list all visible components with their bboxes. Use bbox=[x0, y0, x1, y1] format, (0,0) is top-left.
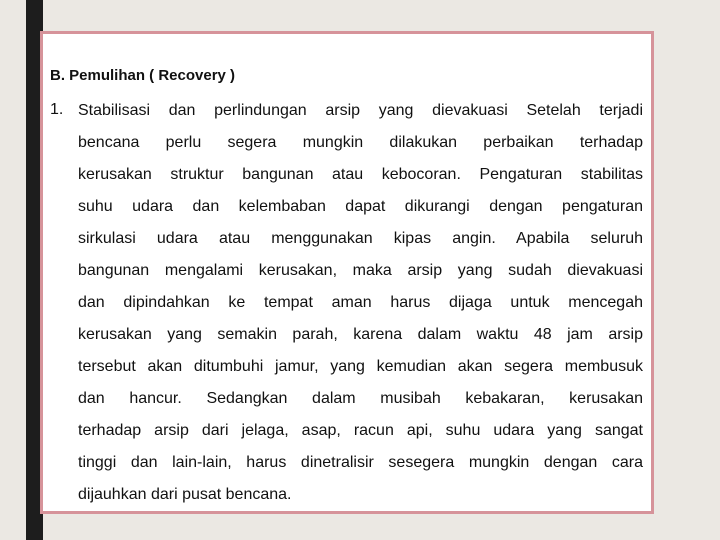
paragraph-line: kerusakan struktur bangunan atau kebocoran. Pengaturan stabilitas bbox=[78, 166, 643, 183]
paragraph-line: dijauhkan dari pusat bencana. bbox=[78, 486, 292, 503]
paragraph-line: suhu udara dan kelembaban dapat dikurangi dengan pengaturan bbox=[78, 198, 643, 215]
paragraph-line: dan dipindahkan ke tempat aman harus dijaga untuk mencegah bbox=[78, 294, 643, 311]
list-item-number: 1. bbox=[50, 101, 64, 118]
section-heading: B. Pemulihan ( Recovery ) bbox=[50, 67, 236, 84]
paragraph-line: Stabilisasi dan perlindungan arsip yang dievakuasi Setelah terjadi bbox=[78, 102, 643, 119]
paragraph-line: bangunan mengalami kerusakan, maka arsip yang sudah dievakuasi bbox=[78, 262, 643, 279]
paragraph-line: terhadap arsip dari jelaga, asap, racun api, suhu udara yang sangat bbox=[78, 422, 643, 439]
paragraph-line: tersebut akan ditumbuhi jamur, yang kemudian akan segera membusuk bbox=[78, 358, 643, 375]
paragraph-line: bencana perlu segera mungkin dilakukan perbaikan terhadap bbox=[78, 134, 643, 151]
paragraph-line: dan hancur. Sedangkan dalam musibah kebakaran, kerusakan bbox=[78, 390, 643, 407]
paragraph-line: tinggi dan lain-lain, harus dinetralisir sesegera mungkin dengan cara bbox=[78, 454, 643, 471]
paragraph-line: kerusakan yang semakin parah, karena dalam waktu 48 jam arsip bbox=[78, 326, 643, 343]
paragraph-line: sirkulasi udara atau menggunakan kipas angin. Apabila seluruh bbox=[78, 230, 643, 247]
